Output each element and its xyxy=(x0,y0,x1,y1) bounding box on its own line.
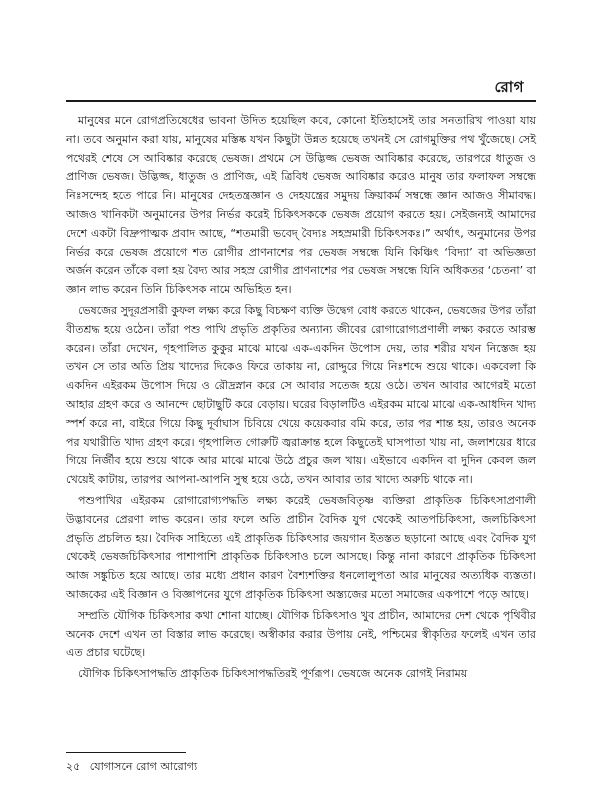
page-footer xyxy=(66,758,197,777)
book-title: যোগাসনে রোগ আরোগ্য xyxy=(89,760,198,773)
running-head-title: রোগ xyxy=(494,78,524,96)
page-number: ২৫ xyxy=(66,760,81,773)
paragraph-2: ভেষজের সুদূরপ্রসারী কুফল লক্ষ্য করে কিছু বিচক্ষণ ব্যক্তি উদ্বেগ বোধ করতে থাকেন, ভেষজের উপর তাঁরা বীতশ্রদ্ধ হয়ে ওঠেন। তাঁরা পশু পাখি প্রভৃতি প্রকৃতির অন্যান্য জীবের রোগারোগ্যপ্রণালী লক্ষ্য করতে আরম্ভ করেন। তাঁরা দেখেন, গৃহপালিত কুকুর মাঝে মাঝে এক-একদিন উপোস দেয়, তার শরীর যখন নিস্তেজ হয় তখন সে তার অতি প্রিয় খাদ্যের দিকেও ফিরে তাকায় না, রোদ্দুরে গিয়ে নিঃশব্দে শুয়ে থাকে। একবেলা কি একদিন এইরকম উপোস দিয়ে ও রৌদ্রস্নান করে সে আবার সতেজ হয়ে ওঠে। তখন আবার আগেরই মতো আহার গ্রহণ করে ও আনন্দে ছোটাছুটি করে বেড়ায়। ঘরের বিড়ালটিও এইরকম মাঝে মাঝে এক-আধদিন খাদ্য স্পর্শ করে না, বাইরে গিয়ে কিছু দূর্বাঘাস চিবিয়ে খেয়ে কয়েকবার বমি করে, তার পর শান্ত হয়, তারও অনেক পর যথারীতি খাদ্য গ্রহণ করে। গৃহপালিত গোরুটি জ্বরাক্রান্ত হলে কিছুতেই ঘাসপাতা খায় না, জলাশয়ের ধারে গিয়ে নির্জীব হয়ে শুয়ে থাকে আর মাঝে মাঝে উঠে প্রচুর জল খায়। এইভাবে একদিন বা দুদিন কেবল জল খেয়েই কাটায়, তারপর আপনা-আপনি সুস্থ হয়ে ওঠে, তখন আবার তার খাদ্যে অরুচি থাকে না। xyxy=(66,303,536,487)
paragraph-4: সম্প্রতি যৌগিক চিকিৎসার কথা শোনা যাচ্ছে। যৌগিক চিকিৎসাও খুব প্রাচীন, আমাদের দেশ থেকে পৃথিবীর অনেক দেশে এখন তা বিস্তার লাভ করেছে। অস্বীকার করার উপায় নেই, পশ্চিমের স্বীকৃতির ফলেই এখন তার এত প্রচার ঘটেছে। xyxy=(66,608,536,660)
body-text xyxy=(66,112,536,686)
paragraph-5: যৌগিক চিকিৎসাপদ্ধতি প্রাকৃতিক চিকিৎসাপদ্ধতিরই পূর্ণরূপ। ভেষজে অনেক রোগই নিরাময় xyxy=(78,667,468,681)
paragraph-1: মানুষের মনে রোগপ্রতিষেধের ভাবনা উদিত হয়েছিল কবে, কোনো ইতিহাসেই তার সনতারিখ পাওয়া যায় না। তবে অনুমান করা যায়, মানুষের মস্তিষ্ক যখন কিছুটা উন্নত হয়েছে তখনই সে রোগমুক্তির পথ খুঁজেছে। সেই পথেরই শেষে সে আবিষ্কার করেছে ভেষজ। প্রথমে সে উদ্ভিজ্জ ভেষজ আবিষ্কার করেছে, তারপরে ধাতুজ ও প্রাণিজ ভেষজ। উদ্ভিজ্জ, ধাতুজ ও প্রাণিজ, এই ত্রিবিধ ভেষজ আবিষ্কার করেও মানুষ তার ফলাফল সম্বন্ধে নিঃসন্দেহ হতে পারে নি। মানুষের দেহতন্ত্রজ্ঞান ও দেহযন্ত্রের সমুদয় ক্রিয়াকর্ম সম্বন্ধে জ্ঞান আজও সীমাবদ্ধ। আজও খানিকটা অনুমানের উপর নির্ভর করেই চিকিৎসককে ভেষজ প্রয়োগ করতে হয়। সেইজন্যই আমাদের দেশে একটা বিদ্রুপাত্মক প্রবাদ আছে, “শতমারী ভবেদ্ বৈদ্যঃ সহস্রমারী চিকিৎসকঃ।” অর্থাৎ, অনুমানের উপর নির্ভর করে ভেষজ প্রয়োগে শত রোগীর প্রাণনাশের পর ভেষজ সম্বন্ধে যিনি কিঞ্চিৎ ‘বিদ্যা’ বা অভিজ্ঞতা অর্জন করেন তাঁকে বলা হয় বৈদ্য আর সহস্র রোগীর প্রাণনাশের পর ভেষজ সম্বন্ধে যিনি অধিকতর ‘চেতনা’ বা জ্ঞান লাভ করেন তিনি চিকিৎসক নামে অভিহিত হন। xyxy=(66,114,536,297)
paragraph-3: পশুপাখির এইরকম রোগারোগ্যপদ্ধতি লক্ষ্য করেই ভেষজবিতৃষ্ণ ব্যক্তিরা প্রাকৃতিক চিকিৎসাপ্রণালী উদ্ভাবনের প্রেরণা লাভ করেন। তার ফলে অতি প্রাচীন বৈদিক যুগ থেকেই আতপচিকিৎসা, জলচিকিৎসা প্রভৃতি প্রচলিত হয়। বৈদিক সাহিত্যে এই প্রাকৃতিক চিকিৎসার জয়গান ইতস্তত ছড়ানো আছে এবং বৈদিক যুগ থেকেই ভেষজচিকিৎসার পাশাপাশি প্রাকৃতিক চিকিৎসাও চলে আসছে। কিন্তু নানা কারণে প্রাকৃতিক চিকিৎসা আজ সঙ্কুচিত হয়ে আছে। তার মধ্যে প্রধান কারণ বৈশ্যশক্তির ধনলোলুপতা আর মানুষের অত্যধিক ব্যস্ততা। আজকের এই বিজ্ঞান ও বিজ্ঞাপনের যুগে প্রাকৃতিক চিকিৎসা অস্ত্যজের মতো সমাজের একপাশে পড়ে আছে। xyxy=(66,493,536,601)
footer-rule xyxy=(66,752,186,753)
header-rule xyxy=(66,100,536,102)
